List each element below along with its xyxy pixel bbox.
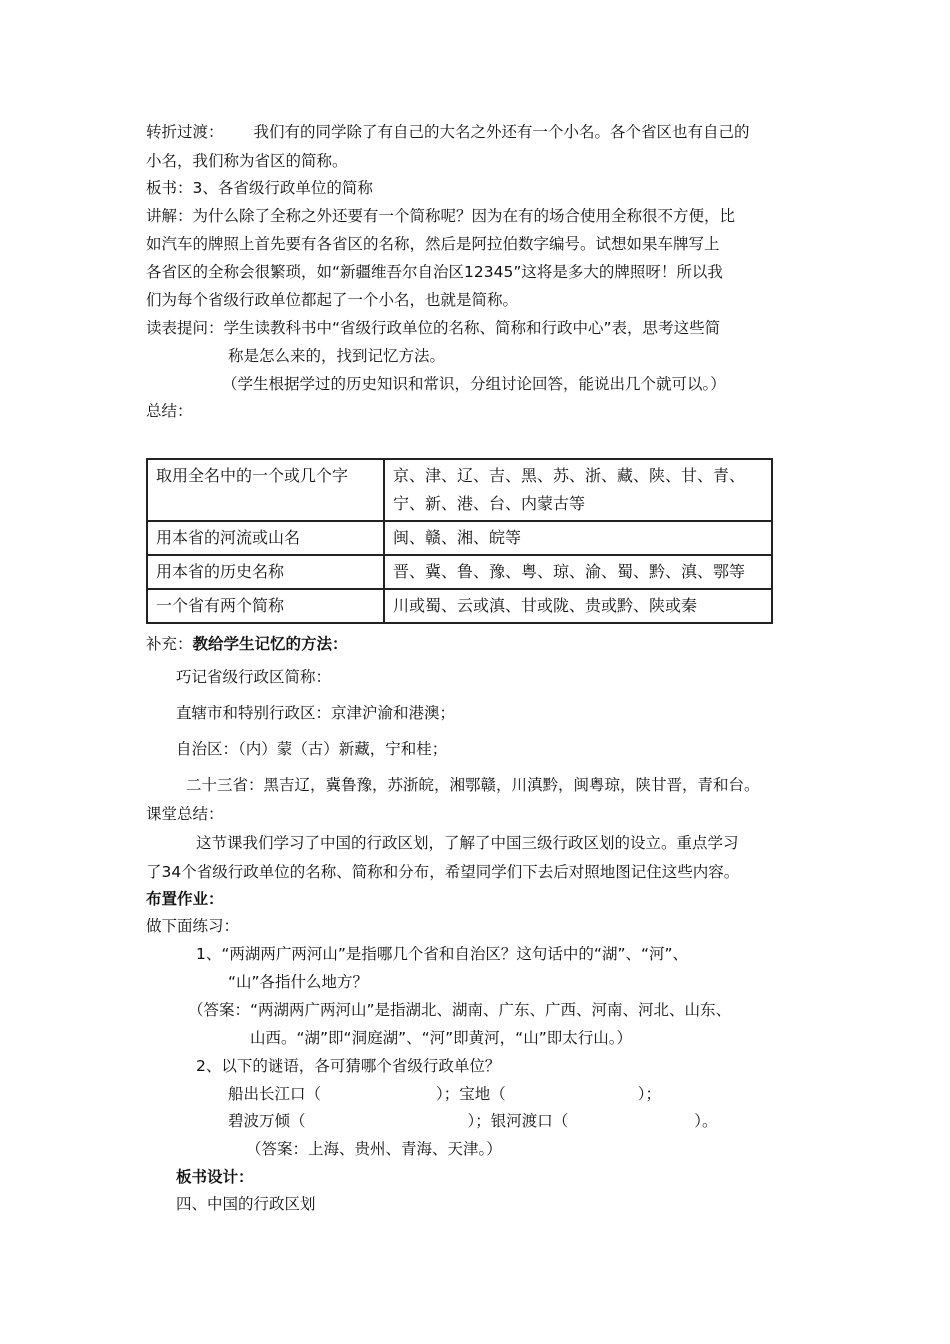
riddle-3: 碧波万倾（ bbox=[228, 1112, 306, 1130]
homework-question-1: 1、“两湖两广两河山”是指哪几个省和自治区？这句话中的“湖”、“河”、 bbox=[196, 945, 689, 963]
transition-paragraph bbox=[146, 121, 750, 143]
question-line: 称是怎么来的，找到记忆方法。 bbox=[228, 347, 446, 365]
class-summary-text: 了34个省级行政单位的名称、简称和分布，希望同学们下去后对照地图记住这些内容。 bbox=[146, 863, 740, 881]
transition-text: 我们有的同学除了有自己的大名之外还有一个小名。各个省区也有自己的 bbox=[253, 123, 750, 141]
question-line: 读表提问：学生读教科书中“省级行政单位的名称、简称和行政中心”表，思考这些简 bbox=[146, 319, 721, 337]
class-summary-label: 课堂总结： bbox=[146, 805, 224, 823]
table-cell-examples: 川或蜀、云或滇、甘或陇、贵或黔、陕或秦 bbox=[384, 589, 772, 623]
table-row bbox=[147, 459, 772, 521]
tip-autonomous: 自治区：（内）蒙（古）新藏，宁和桂； bbox=[176, 740, 448, 758]
tip-municipalities: 直辖市和特别行政区：京津沪渝和港澳； bbox=[176, 704, 456, 722]
table-cell-examples: 闽、赣、湘、皖等 bbox=[384, 521, 772, 555]
transition-text-line2: 小名，我们称为省区的简称。 bbox=[146, 152, 348, 170]
summary-label: 总结： bbox=[146, 402, 193, 420]
table-cell-kind: 用本省的河流或山名 bbox=[147, 521, 384, 555]
question-note: （学生根据学过的历史知识和常识，分组讨论回答，能说出几个就可以。） bbox=[222, 375, 726, 393]
class-summary-text: 这节课我们学习了中国的行政区划，了解了中国三级行政区划的设立。重点学习 bbox=[196, 834, 739, 852]
homework-answer-1: （答案：“两湖两广两河山”是指湖北、湖南、广东、广西、河南、河北、山东、 bbox=[188, 1001, 732, 1019]
riddle-1: 船出长江口（ bbox=[228, 1085, 322, 1103]
homework-question-2: 2、以下的谜语，各可猜哪个省级行政单位？ bbox=[196, 1057, 501, 1075]
table-row bbox=[147, 521, 772, 555]
table-row bbox=[147, 589, 772, 623]
board-design-label: 板书设计： bbox=[176, 1168, 254, 1186]
board-design-title: 四、中国的行政区划 bbox=[176, 1195, 316, 1213]
riddle-close: ）； bbox=[637, 1085, 662, 1103]
transition-label: 转折过渡： bbox=[146, 123, 224, 141]
supplement-line bbox=[146, 633, 348, 655]
homework-answer-2: （答案：上海、贵州、青海、天津。） bbox=[246, 1140, 502, 1158]
board-heading: 板书：3、各省级行政单位的简称 bbox=[146, 179, 373, 197]
homework-question-1-cont: “山”各指什么地方？ bbox=[228, 973, 369, 991]
table-cell-kind: 取用全名中的一个或几个字 bbox=[147, 459, 384, 521]
table-row bbox=[147, 555, 772, 589]
explanation-line: 各省区的全称会很繁琐，如“新疆维吾尔自治区12345”这将是多大的牌照呀！所以我 bbox=[146, 263, 723, 281]
supplement-title: 教给学生记忆的方法： bbox=[192, 635, 348, 653]
riddle-4: ）；银河渡口（ bbox=[467, 1112, 569, 1130]
homework-instruction: 做下面练习： bbox=[146, 917, 240, 935]
riddle-close: ）。 bbox=[694, 1112, 718, 1130]
supplement-label: 补充： bbox=[146, 635, 193, 653]
table-cell-examples: 晋、冀、鲁、豫、粤、琼、渝、蜀、黔、滇、鄂等 bbox=[384, 555, 772, 589]
riddle-2: ）；宝地（ bbox=[436, 1085, 506, 1103]
homework-label: 布置作业： bbox=[146, 890, 224, 908]
tip-title: 巧记省级行政区简称： bbox=[176, 668, 332, 686]
abbreviation-table bbox=[146, 458, 773, 624]
riddle-line-1 bbox=[228, 1083, 661, 1105]
table-cell-examples: 京、津、辽、吉、黑、苏、浙、藏、陕、甘、青、宁、新、港、台、内蒙古等 bbox=[384, 459, 772, 521]
table-cell-kind: 一个省有两个简称 bbox=[147, 589, 384, 623]
explanation-line: 讲解：为什么除了全称之外还要有一个简称呢？因为在有的场合使用全称很不方便，比 bbox=[146, 207, 736, 225]
riddle-line-2 bbox=[228, 1110, 718, 1132]
explanation-line: 们为每个省级行政单位都起了一个小名，也就是简称。 bbox=[146, 291, 519, 309]
explanation-line: 如汽车的牌照上首先要有各省区的名称，然后是阿拉伯数字编号。试想如果车牌写上 bbox=[146, 235, 720, 253]
homework-answer-1-cont: 山西。“湖”即“洞庭湖”、“河”即黄河，“山”即太行山。） bbox=[250, 1029, 632, 1047]
table-cell-kind: 用本省的历史名称 bbox=[147, 555, 384, 589]
tip-provinces: 二十三省：黑吉辽，冀鲁豫，苏浙皖，湘鄂赣，川滇黔，闽粤琼，陕甘晋，青和台。 bbox=[186, 776, 760, 794]
